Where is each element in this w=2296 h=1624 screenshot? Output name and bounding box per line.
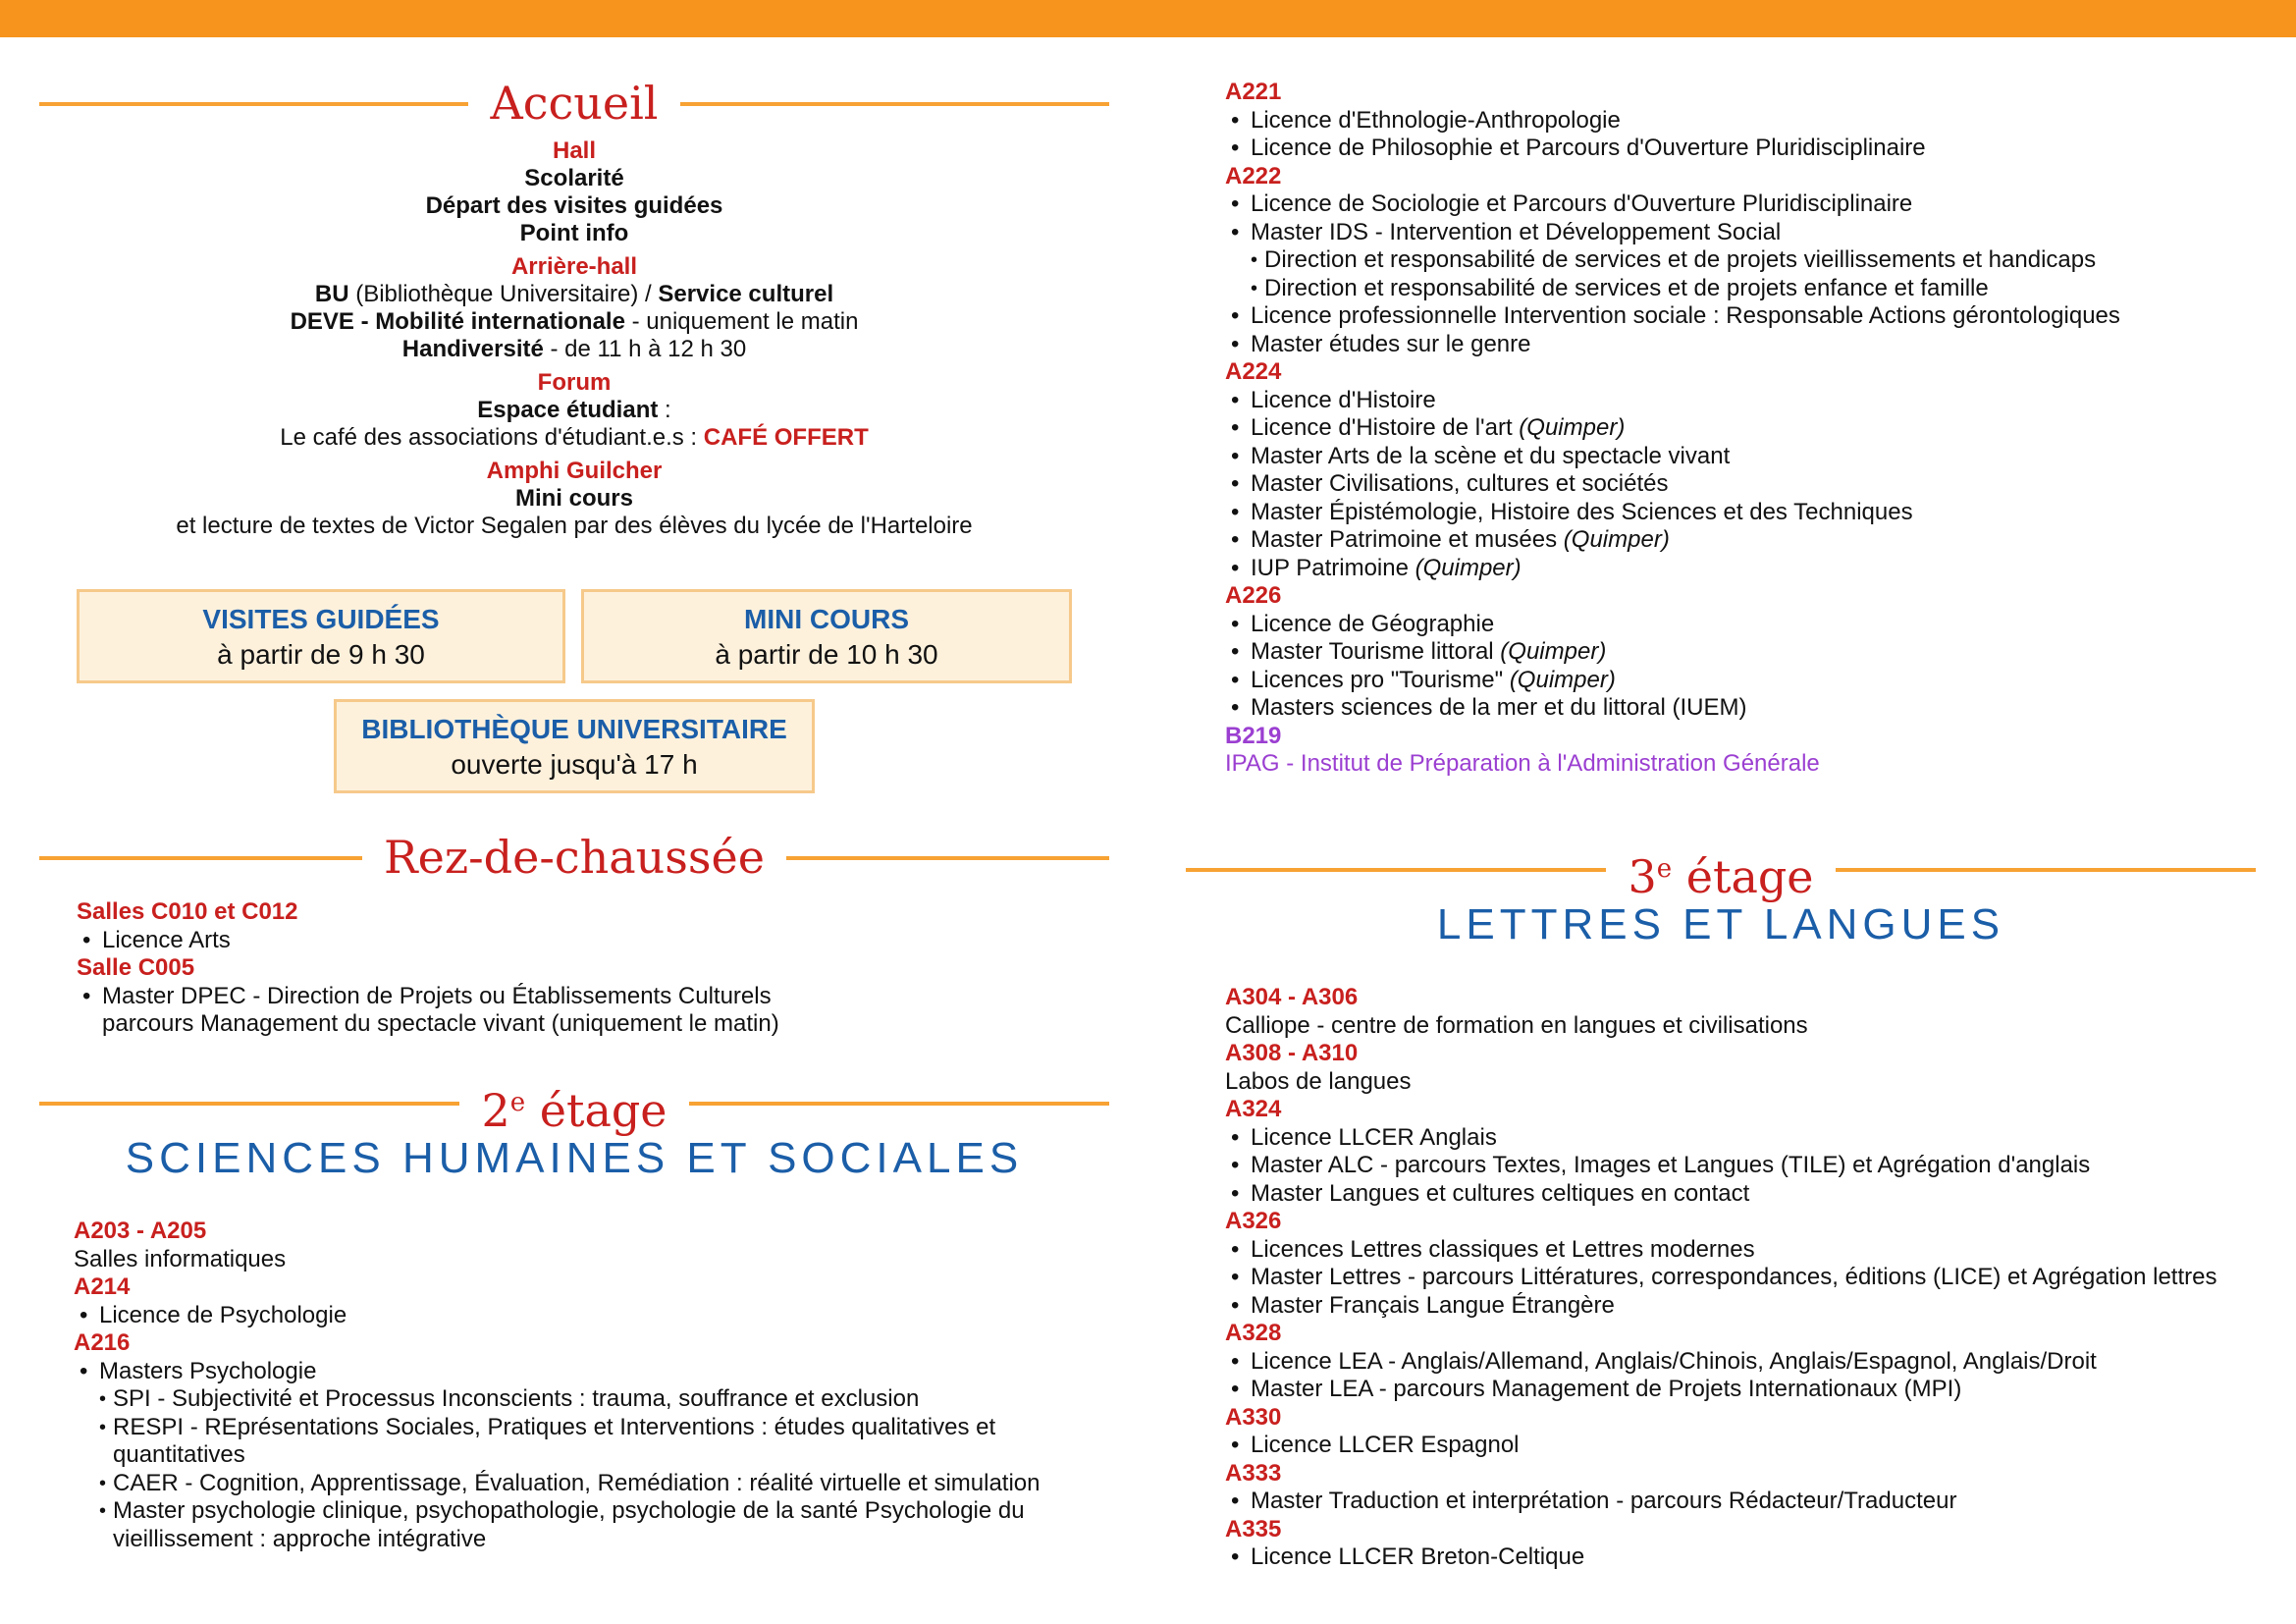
mini-cours-label: Mini cours [514,485,633,512]
box-time: ouverte jusqu'à 17 h [451,749,698,780]
box-title: MINI COURS [744,604,909,634]
sub-item: • Master psychologie clinique, psychopathologie, psychologie de la santé Psychologie du vieillissement : approche intégrative [74,1497,1085,1553]
list-item: • Master Langues et cultures celtiques en contact [1225,1180,2275,1209]
room-label: A304 - A306 [1225,984,1359,1010]
list-item: • Licences Lettres classiques et Lettres modernes [1225,1236,2275,1265]
list-item: • Master IDS - Intervention et Développement Social [1225,219,2266,247]
list-item: • Masters sciences de la mer et du littoral (IUEM) [1225,694,2266,723]
top-orange-bar [0,0,2296,37]
rdc-heading [39,818,1109,896]
list-item: • Licence d'Histoire de l'art (Quimper) [1225,414,2266,443]
bu-line: BU (Bibliothèque Universitaire) / Service culturel [314,281,834,307]
room-text: Salles informatiques [74,1245,287,1272]
hall-item: Point info [519,220,629,246]
box-time: à partir de 9 h 30 [217,639,425,670]
sub-item: • Direction et responsabilité de services et de projets vieillissements et handicaps [1225,246,2266,275]
list-item: • Licence LLCER Breton-Celtique [1225,1543,2275,1572]
list-item: • Master Patrimoine et musées (Quimper) [1225,526,2266,555]
list-item: • Licence de Psychologie [74,1302,1085,1330]
rdc-title: Rez-de-chaussée [362,831,786,884]
cafe-line: Le café des associations d'étudiant.e.s : CAFÉ OFFERT [280,424,869,451]
list-item: • Licence LEA - Anglais/Allemand, Anglais/Chinois, Anglais/Espagnol, Anglais/Droit [1225,1348,2275,1377]
room-label: A328 [1225,1320,1282,1346]
list-item: • Licence LLCER Anglais [1225,1124,2275,1153]
etage2-subtitle: SCIENCES HUMAINES ET SOCIALES [125,1134,1024,1182]
list-item: • Master Arts de la scène et du spectacle vivant [1225,443,2266,471]
hall-item: Départ des visites guidées [425,192,723,219]
room-label: A335 [1225,1515,1282,1543]
lecture-line: et lecture de textes de Victor Segalen par des élèves du lycée de l'Harteloire [176,513,973,539]
accueil-title: Accueil [468,77,679,130]
list-item: • Master études sur le genre [1225,331,2266,359]
amphi-label: Amphi Guilcher [486,458,663,484]
room-label: A333 [1225,1459,1282,1487]
etage3-list [1225,984,2275,1572]
list-item: • Licence d'Ethnologie-Anthropologie [1225,107,2266,135]
list-item: • Master Lettres - parcours Littératures, correspondances, éditions (LICE) et Agrégation lettres [1225,1264,2275,1292]
hall-label: Hall [552,137,596,164]
room-label: A216 [74,1329,131,1356]
list-item: • Master DPEC - Direction de Projets ou Établissements Culturels parcours Management du spectacle vivant (uniquement le matin) [77,983,1107,1039]
box-time: à partir de 10 h 30 [715,639,938,670]
sub-item: • SPI - Subjectivité et Processus Inconscients : trauma, souffrance et exclusion [74,1385,1085,1414]
room-label: A326 [1225,1208,1282,1234]
box-bibliotheque [334,699,815,793]
rdc-list [77,898,1107,1039]
list-item: • Licences pro "Tourisme" (Quimper) [1225,667,2266,695]
list-item: • Master Tourisme littoral (Quimper) [1225,638,2266,667]
box-visites [77,589,565,683]
right-top-list [1225,79,2266,779]
room-label: A214 [74,1273,131,1300]
room-text: IPAG - Institut de Préparation à l'Administration Générale [1225,750,1820,777]
room-label: A224 [1225,358,1282,385]
etage2-title: 2e étage [459,1084,688,1137]
box-title: BIBLIOTHÈQUE UNIVERSITAIRE [361,714,787,744]
room-text: Labos de langues [1225,1067,1412,1095]
room-label: A203 - A205 [74,1218,207,1244]
forum-label: Forum [537,369,612,396]
accueil-heading [39,64,1109,142]
etage2-heading [39,1063,1109,1142]
room-label: A330 [1225,1403,1282,1431]
espace-line: Espace étudiant : [477,397,671,423]
room-label: B219 [1225,722,1282,749]
handiversite-line: Handiversité - de 11 h à 12 h 30 [401,336,747,362]
room-label: A222 [1225,162,1282,189]
etage3-heading [1186,830,2256,908]
list-item: • Master LEA - parcours Management de Projets Internationaux (MPI) [1225,1376,2275,1404]
accueil-block [39,137,1109,540]
etage3-subtitle: LETTRES ET LANGUES [1436,900,2005,948]
list-item: • Master ALC - parcours Textes, Images et Langues (TILE) et Agrégation d'anglais [1225,1152,2275,1180]
room-label: A226 [1225,582,1282,609]
etage3-title: 3e étage [1606,850,1835,903]
list-item: • Masters Psychologie [74,1358,1085,1386]
room-label: A308 - A310 [1225,1040,1359,1066]
room-text: Calliope - centre de formation en langues et civilisations [1225,1011,1808,1039]
arriere-hall-label: Arrière-hall [510,253,638,280]
list-item: • Licence Arts [77,927,1107,955]
box-mini-cours [581,589,1072,683]
list-item: • Master Épistémologie, Histoire des Sciences et des Techniques [1225,499,2266,527]
sub-item: • Direction et responsabilité de services et de projets enfance et famille [1225,275,2266,303]
list-item: • Master Traduction et interprétation - parcours Rédacteur/Traducteur [1225,1488,2275,1516]
list-item: • Licence de Géographie [1225,611,2266,639]
list-item: • Licence LLCER Espagnol [1225,1432,2275,1460]
list-item: • Master Civilisations, cultures et sociétés [1225,470,2266,499]
room-label: Salle C005 [77,954,195,981]
etage2-list [74,1218,1085,1553]
room-label: A221 [1225,79,1282,105]
list-item: • Licence d'Histoire [1225,387,2266,415]
list-item: • IUP Patrimoine (Quimper) [1225,555,2266,583]
sub-item: • CAER - Cognition, Apprentissage, Évaluation, Remédiation : réalité virtuelle et simulation [74,1470,1085,1498]
deve-line: DEVE - Mobilité internationale - uniquement le matin [290,308,859,335]
box-title: VISITES GUIDÉES [202,604,440,634]
room-label: A324 [1225,1096,1282,1122]
room-label: Salles C010 et C012 [77,898,298,925]
list-item: • Master Français Langue Étrangère [1225,1292,2275,1321]
sub-item: • RESPI - REprésentations Sociales, Pratiques et Interventions : études qualitatives et quantitatives [74,1414,1085,1470]
hall-item: Scolarité [524,165,624,191]
list-item: • Licence de Sociologie et Parcours d'Ouverture Pluridisciplinaire [1225,190,2266,219]
list-item: • Licence de Philosophie et Parcours d'Ouverture Pluridisciplinaire [1225,135,2266,163]
list-item: • Licence professionnelle Intervention sociale : Responsable Actions gérontologiques [1225,302,2266,331]
